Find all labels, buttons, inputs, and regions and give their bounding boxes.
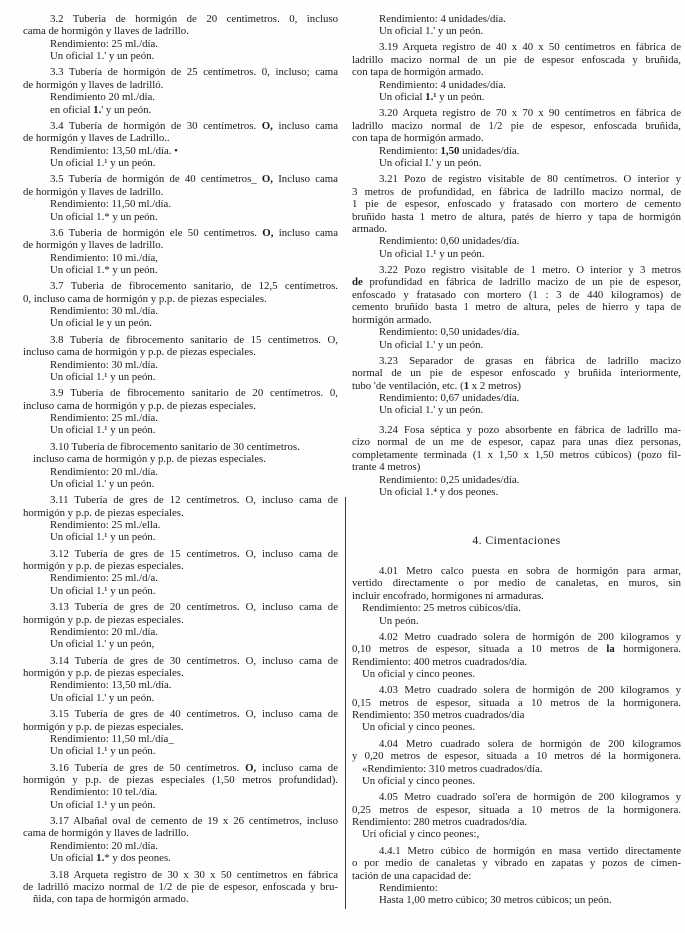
text-line: normal de un pie de espesor enfoscado y bruñida interiormente, xyxy=(352,367,681,380)
text-line: de hormigón y llaves de ladrilló. xyxy=(23,78,164,91)
text-line: Un oficial 1.¹ y un peón. xyxy=(50,157,156,170)
text-line: Un oficial 1.' y un peón. xyxy=(50,691,155,704)
text-line: 3.22 Pozo registro visitable de 1 metro. O interior y 3 metros xyxy=(379,264,681,276)
text-line: Rendimiento: 4 unidades/día. xyxy=(379,78,506,91)
text-line: 3 metros de profundidad, en fábrica de ladrillo macizo normal, de xyxy=(352,185,681,198)
text-line: en oficial 1.' y un peón. xyxy=(50,103,152,116)
text-line: Un oficial 1.¹ y un peón. xyxy=(50,370,156,383)
text-line: Rendimiento: 400 metros cuadrados/día. xyxy=(352,655,528,668)
text-line: y 0,20 metros de espesor, situada a 10 metros dé la hormigonera. xyxy=(352,750,681,763)
text-line: armado. xyxy=(352,222,388,235)
text-line: 3.20 Arqueta registro de 70 x 70 x 90 centímetros en fábrica de xyxy=(379,107,681,120)
text-line: ladrillo macizo normal de 1/2 pie de espesor, enfoscada bruñida, xyxy=(352,119,681,132)
text-line: 4.02 Metro cuadrado solera de hormigón de 200 kilogramos y xyxy=(379,630,681,643)
text-line: Un oficial 1.¹ y un peón. xyxy=(50,745,156,758)
text-line: 3.4 Tubería de hormigón de 30 centímetros. O, incluso cama xyxy=(50,119,338,132)
text-line: Un oficial 1.¹ y un peón. xyxy=(50,424,156,437)
text-line: o por medio de canaletas y vibrado en zapatas y pozos de cimen- xyxy=(352,857,681,870)
text-line: 3.5 Tubería de hormigón de 40 centímetros_ O, Incluso cama xyxy=(50,173,338,186)
right-text-column xyxy=(352,9,681,907)
text-line: Un oficial 1.¹ y un peón. xyxy=(379,91,485,104)
text-line: Rendimiento: 11,50 ml./día_ xyxy=(50,732,174,745)
text-line: 3.6 Tuberia de hormigón ele 50 centímetros. O, incluso cama xyxy=(50,226,338,239)
text-line: Un oficial y cinco peones. xyxy=(362,721,476,734)
text-line: 3.12 Tubería de gres de 15 centímetros. O, incluso cama de xyxy=(50,547,338,560)
text-line: incluso cama de hormigón y p.p. de piezas especiales. xyxy=(33,453,266,466)
text-line: Un oficial y cinco peones. xyxy=(362,667,476,680)
text-line: 3.15 Tubería de gres de 40 centímetros. O, incluso cama de xyxy=(50,708,338,721)
text-line: Rendimiento: 13,50 ml./día. xyxy=(50,679,172,692)
text-line: de ladrilló macizo normal de 1/2 de pie de espesor, enfoscada y bru- xyxy=(23,880,338,893)
text-line: vertido directamente o por medio de canaletas, en muros, sin xyxy=(352,577,681,590)
text-line: 3.3 Tubería de hormigón de 25 centímetros. 0, incluso; cama xyxy=(50,66,338,79)
text-line: 4.04 Metro cuadrado solera de hormigón de 200 kilogramos xyxy=(379,737,681,750)
text-line: Rendimiento: 10 tel./día. xyxy=(50,786,158,799)
text-line: Rendimiento: 30 ml./día. xyxy=(50,358,158,371)
text-line: de hormigón y llaves de ladrillo. xyxy=(23,185,164,198)
text-line: Un peón. xyxy=(379,614,419,627)
text-line: Un oficial 1.¹ y un peón. xyxy=(50,584,156,597)
text-line: Rendimiento 20 ml./día. xyxy=(50,91,155,104)
text-line: Un oficial 1.' y un peón. xyxy=(379,25,484,38)
text-line: Un oficial 1.' y un peón, xyxy=(50,638,155,651)
text-line: 3.13 Tubería de gres de 20 centímetros. O, incluso cama de xyxy=(50,601,338,614)
text-line: hormigón y p.p. de piezas especiales. xyxy=(23,720,184,733)
text-line: Rendimiento: 0,60 unidades/día. xyxy=(379,235,520,248)
text-line: Rendimiento: 350 metros cuadrados/dia xyxy=(352,709,525,722)
text-line: 3.8 Tubería de fibrocemento sanitario de 15 centímetros. O, xyxy=(50,333,338,346)
text-line: 4.01 Metro calco puesta en sobra de hormigón para armar, xyxy=(379,564,681,577)
text-line: cama de hormigón y llaves de ladrillo. xyxy=(23,25,189,38)
text-line: 0, incluso cama de hormigón y p.p. de piezas especiales. xyxy=(23,292,267,305)
text-line: Urí oficial y cinco peones:, xyxy=(362,828,480,841)
text-line: completamente terminada (1 x 1,50 x 1,50 metros cúbicos) (pozo fil- xyxy=(352,448,681,461)
text-line: Un oficial 1.' y un peón. xyxy=(379,404,484,417)
text-line: hormigón armado. xyxy=(352,313,432,326)
text-line: 3.2 Tuberia de hormigón de 20 centimetros. 0, incluso xyxy=(50,12,338,25)
left-text-column xyxy=(23,9,338,906)
text-line: hormigón y p.p. de piezas especiales (1,50 metros profundidad). xyxy=(23,774,338,786)
text-line: Rendimiento: 0,50 unidades/día. xyxy=(379,326,520,339)
text-line: Hasta 1,00 metro cúbico; 30 metros cúbicos; un peón. xyxy=(379,894,612,907)
text-line: Rendimiento: 20 ml./día. xyxy=(50,839,158,852)
text-line: 3.24 Fosa séptica y pozo absorbente en fábrica de ladrillo ma- xyxy=(379,423,681,436)
text-line: Un oficial 1.' y un peón. xyxy=(379,338,484,351)
text-line: Rendimiento: 25 ml./día. xyxy=(50,37,158,50)
text-line: Rendimiento: 0,25 unidades/día. xyxy=(379,473,520,486)
text-line: Un oficial le y un peón. xyxy=(50,317,152,330)
text-line: Un oficial 1.' y un peón. xyxy=(50,50,155,63)
text-line: Rendimiento: 25 metros cúbicos/día. xyxy=(362,602,521,615)
text-line: cizo normal de un me de espesor, capaz para unas diez personas, xyxy=(352,436,681,449)
text-line: 3.9 Tubería de fibrocemento sanitario de 20 centímetros. 0, xyxy=(50,387,338,400)
text-line: 0,15 metros de espesor, situada a 10 metros de la hormigonera. xyxy=(352,696,681,709)
text-line: 3.21 Pozo de registro visitable de 80 centímetros. O interior y xyxy=(379,173,681,186)
text-line: hormigón y p.p. de piezas especiales. xyxy=(23,560,184,573)
text-line: 4.05 Metro cuadrado sol'era de hormigón de 200 kilogramos y xyxy=(379,791,681,804)
text-line: cemento bruñido basta 1 metro de altura, peles de hierro y tapa de xyxy=(352,301,681,314)
text-line: 3.18 Arqueta registro de 30 x 30 x 50 centímetros en fábrica xyxy=(50,868,338,881)
text-line: Rendimiento: 20 ml./día. xyxy=(50,625,158,638)
text-line: incluso cama de hormigón y p.p. de piezas especiales. xyxy=(23,399,256,412)
text-line: 3.14 Tubería de gres de 30 centímetros. O, incluso cama de xyxy=(50,654,338,667)
text-line: Un oficial 1.⁴ y dos peones. xyxy=(379,485,499,498)
text-line: tubo 'de ventilación, etc. (1 x 2 metros) xyxy=(352,379,521,392)
text-line: de profundidad en fábrica de ladrillo macizo de un pie de espesor, xyxy=(352,276,681,289)
text-line: 3.7 Tuberia de fibrocemento sanitario, de 12,5 centímetros. xyxy=(50,280,338,293)
text-line: hormigón y p.p. de piezas especiales. xyxy=(23,506,184,519)
text-line: Rendimiento: xyxy=(379,881,438,894)
text-line: Rendimiento: 13,50 ml./día. • xyxy=(50,144,178,157)
text-line: incluir encofrado, hormigones ni armaduras. xyxy=(352,589,544,602)
column-divider-line xyxy=(345,497,346,909)
text-line: hormigón y p.p. de piezas especiales. xyxy=(23,667,184,680)
text-line: Un oficial 1.¹ y un peón. xyxy=(50,531,156,544)
text-line: Un oficial 1.* y un peón. xyxy=(50,210,158,223)
text-line: 3.23 Separador de grasas en fábrica de ladrillo macizo xyxy=(379,354,681,367)
text-line: 0,25 metros de espesor, situada a 10 metros de la hormigonera. xyxy=(352,803,681,816)
text-line: Rendimiento: 0,67 unidades/día. xyxy=(379,392,520,405)
text-line: 4.4.1 Metro cúbico de hormigón en masa vertido directamente xyxy=(379,844,681,857)
text-line: Un oficial 1.* y dos peones. xyxy=(50,852,171,865)
text-line: Rendimiento: 25 ml./ella. xyxy=(50,519,161,531)
text-line: Rendimiento: 11,50 ml./día. xyxy=(50,198,172,211)
text-line: incluso cama de hormigón y p.p. de piezas especiales. xyxy=(23,346,256,359)
text-line: Un oficial y cinco peones. xyxy=(362,774,476,787)
text-line: con tapa de hormigón armado. xyxy=(352,132,484,145)
text-line: 1 pie de espesor, enfoscado y fratasado con mortero de cemento xyxy=(352,198,681,211)
text-line: 3.10 Tubería de fibrocemento sanitario de 30 centímetros. xyxy=(50,440,300,453)
text-line: 3.16 Tubería de gres de 50 centímetros. O, incluso cama de xyxy=(50,761,338,774)
text-line: bruñido hasta 1 metro de altura, patés de hierro y tapa de hormigón xyxy=(352,210,681,223)
text-line: Rendimiento: 25 ml./d/a. xyxy=(50,572,158,585)
text-line: Rendimiento: 20 ml./día. xyxy=(50,465,158,478)
text-line: 0,10 metros de espesor, situada a 10 metros de la hormigonera. xyxy=(352,643,681,656)
text-line: Un oficial 1.¹ y un peón. xyxy=(379,247,485,260)
text-line: trante 4 metros) xyxy=(352,461,421,474)
text-line: Un oficial 1.' y un peón. xyxy=(50,477,155,490)
text-line: 3.17 Albañal oval de cemento de 19 x 26 centímetros, incluso xyxy=(50,815,338,828)
text-line: «Rendimiento: 310 metros cuadrados/día. xyxy=(362,762,543,775)
text-line: ladrillo macizo normal de un pie de espesor enfoscada y bruñida, xyxy=(352,53,681,66)
text-line: 3.19 Arqueta registro de 40 x 40 x 50 centímetros en fábrica de xyxy=(379,41,681,54)
text-line: cama de hormigón y llaves de ladrillo. xyxy=(23,827,189,840)
text-line: Rendimiento: 4 unidades/día. xyxy=(379,12,506,25)
text-line: 4.03 Metro cuadrado solera de hormigón de 200 kilogramos y xyxy=(379,684,681,697)
text-line: Rendimiento: 10 mi./día, xyxy=(50,251,158,264)
text-line: Rendimiento: 30 ml./día. xyxy=(50,305,158,318)
text-line: Un oficial 1.* y un peón. xyxy=(50,264,158,276)
text-line: Rendimiento: 280 metros cuadrados/día. xyxy=(352,816,528,829)
text-line: de hormigón y llaves de ladrillo. xyxy=(23,239,164,252)
text-line: de hormigón y llaves de Ladrillo.. xyxy=(23,132,170,145)
text-line: Rendimiento: 1,50 unidades/día. xyxy=(379,144,520,157)
text-line: ñida, con tapa de hormigón armado. xyxy=(33,893,189,906)
text-line: Rendimiento: 25 ml./día. xyxy=(50,412,158,425)
text-line: con tapa de hormigón armado. xyxy=(352,66,484,79)
text-line: tación de una capacidad de: xyxy=(352,869,472,882)
text-line: enfoscado y fratasado con mortero (1 : 3 de 440 kilogramos) de xyxy=(352,288,681,301)
section-heading: 4. Cimentaciones xyxy=(472,533,561,548)
text-line: hormigón y p.p. de piezas especiales. xyxy=(23,613,184,626)
text-line: Un oficial 1.¹ y un peón. xyxy=(50,798,156,811)
text-line: 3.11 Tubería de gres de 12 centímetros. O, incluso cama de xyxy=(50,494,338,507)
text-line: Un oficial I.' y un peón. xyxy=(379,157,482,170)
